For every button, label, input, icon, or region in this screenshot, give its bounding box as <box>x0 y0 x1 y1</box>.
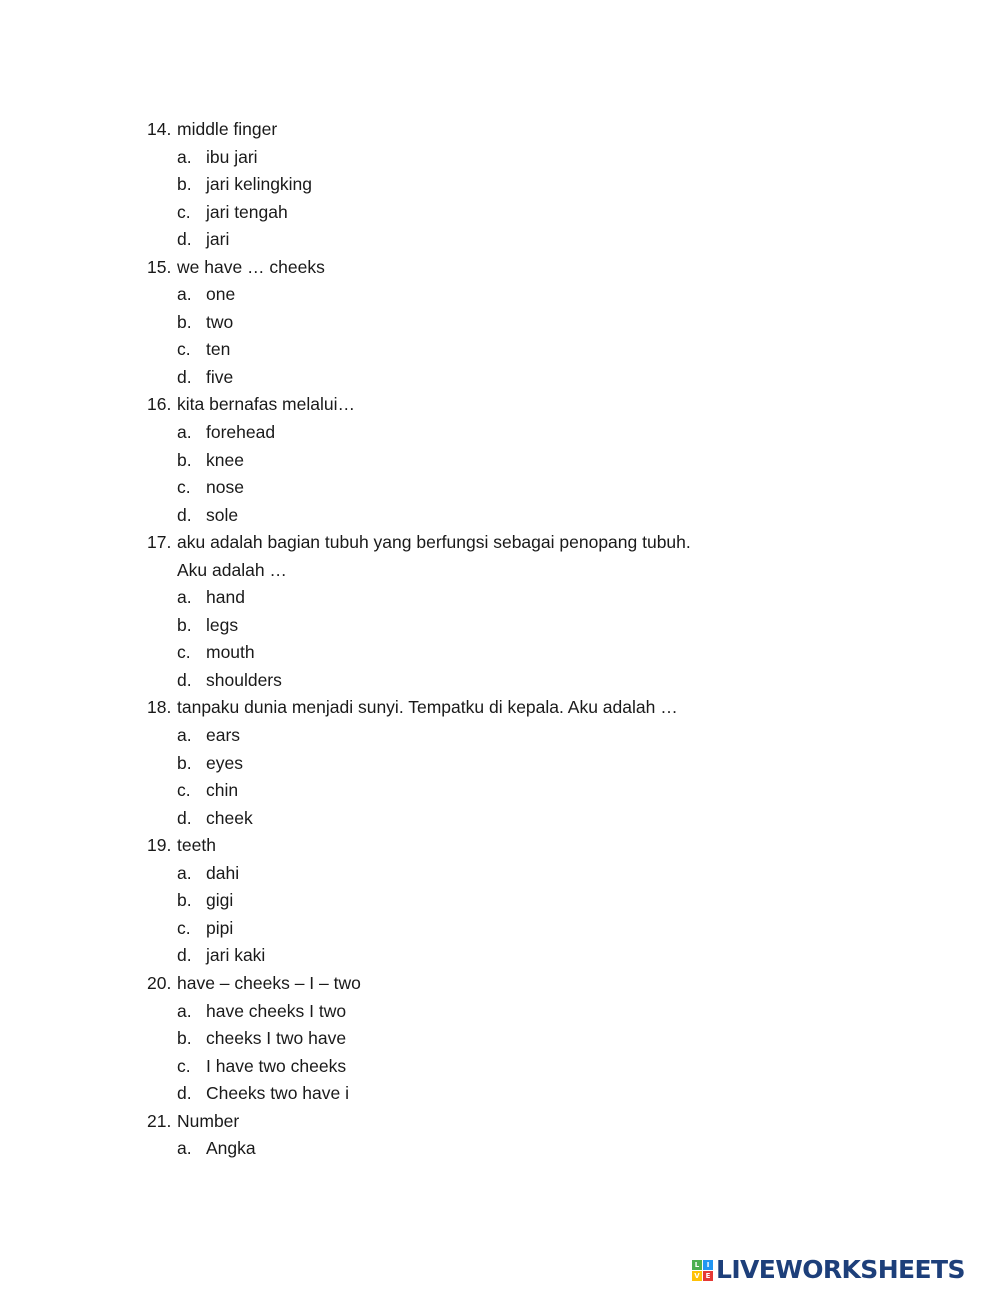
question-number: 17. <box>147 532 172 553</box>
answer-option[interactable] <box>0 171 1000 199</box>
option-letter: c. <box>177 1055 191 1076</box>
answer-option[interactable] <box>0 144 1000 172</box>
question-line <box>0 557 1000 585</box>
option-text: two <box>206 311 234 332</box>
question-text: Number <box>177 1110 240 1131</box>
question-text: kita bernafas melalui… <box>177 394 355 415</box>
answer-option[interactable] <box>0 447 1000 475</box>
option-letter: b. <box>177 174 192 195</box>
option-text: Angka <box>206 1138 256 1159</box>
answer-option[interactable] <box>0 474 1000 502</box>
option-letter: d. <box>177 1083 192 1104</box>
option-text: knee <box>206 449 244 470</box>
answer-option[interactable] <box>0 860 1000 888</box>
answer-option[interactable] <box>0 639 1000 667</box>
option-text: ibu jari <box>206 146 258 167</box>
option-text: legs <box>206 614 239 635</box>
option-letter: b. <box>177 311 192 332</box>
question-20 <box>0 970 1000 1108</box>
option-text: jari <box>206 229 230 250</box>
question-21 <box>0 1108 1000 1163</box>
option-letter: c. <box>177 642 191 663</box>
option-letter: d. <box>177 229 192 250</box>
answer-option[interactable] <box>0 419 1000 447</box>
answer-option[interactable] <box>0 942 1000 970</box>
option-letter: a. <box>177 1000 192 1021</box>
question-number: 16. <box>147 394 172 415</box>
option-letter: d. <box>177 669 192 690</box>
answer-option[interactable] <box>0 667 1000 695</box>
option-text: I have two cheeks <box>206 1055 347 1076</box>
answer-option[interactable] <box>0 998 1000 1026</box>
option-letter: b. <box>177 890 192 911</box>
option-text: jari kelingking <box>206 174 313 195</box>
option-letter: d. <box>177 807 192 828</box>
question-text: Aku adalah … <box>177 559 287 580</box>
question-14 <box>0 116 1000 254</box>
logo-block-v: V <box>692 1271 702 1281</box>
logo-block-i: I <box>703 1260 713 1270</box>
answer-option[interactable] <box>0 915 1000 943</box>
question-line <box>0 694 1000 722</box>
question-number: 18. <box>147 697 172 718</box>
question-17 <box>0 529 1000 694</box>
worksheet-questions <box>0 116 1000 1163</box>
liveworksheets-logo <box>692 1255 965 1285</box>
question-number: 14. <box>147 119 172 139</box>
option-letter: d. <box>177 504 192 525</box>
option-text: cheeks I two have <box>206 1028 347 1049</box>
answer-option[interactable] <box>0 722 1000 750</box>
question-text: teeth <box>177 835 216 856</box>
question-18 <box>0 694 1000 832</box>
answer-option[interactable] <box>0 887 1000 915</box>
question-number: 19. <box>147 835 172 856</box>
option-letter: c. <box>177 201 191 222</box>
answer-option[interactable] <box>0 612 1000 640</box>
option-text: hand <box>206 587 245 608</box>
option-letter: b. <box>177 449 192 470</box>
option-letter: a. <box>177 422 192 443</box>
option-letter: a. <box>177 1138 192 1159</box>
option-text: chin <box>206 780 239 801</box>
option-letter: a. <box>177 862 192 883</box>
question-line <box>0 529 1000 557</box>
option-letter: c. <box>177 780 191 801</box>
answer-option[interactable] <box>0 1135 1000 1163</box>
option-text: forehead <box>206 422 276 443</box>
option-text: Cheeks two have i <box>206 1083 349 1104</box>
option-letter: a. <box>177 284 192 305</box>
option-text: cheek <box>206 807 253 828</box>
option-letter: c. <box>177 339 191 360</box>
option-letter: b. <box>177 752 192 773</box>
answer-option[interactable] <box>0 750 1000 778</box>
option-text: nose <box>206 477 244 498</box>
option-letter: c. <box>177 477 191 498</box>
option-letter: d. <box>177 366 192 387</box>
option-text: one <box>206 284 236 305</box>
question-line <box>0 391 1000 419</box>
option-text: gigi <box>206 890 234 911</box>
question-text: aku adalah bagian tubuh yang berfungsi sebagai penopang tubuh. <box>177 532 691 553</box>
option-text: jari tengah <box>206 201 288 222</box>
answer-option[interactable] <box>0 584 1000 612</box>
option-letter: a. <box>177 146 192 167</box>
option-letter: a. <box>177 725 192 746</box>
option-text: jari kaki <box>206 945 266 966</box>
option-text: pipi <box>206 917 234 938</box>
question-line <box>0 970 1000 998</box>
option-text: have cheeks I two <box>206 1000 347 1021</box>
question-line <box>0 254 1000 282</box>
option-text: eyes <box>206 752 243 773</box>
answer-option[interactable] <box>0 226 1000 254</box>
option-letter: c. <box>177 917 191 938</box>
option-text: dahi <box>206 862 240 883</box>
question-number: 20. <box>147 972 172 993</box>
logo-blocks-icon <box>692 1260 713 1281</box>
answer-option[interactable] <box>0 1080 1000 1108</box>
option-letter: d. <box>177 945 192 966</box>
question-text: tanpaku dunia menjadi sunyi. Tempatku di kepala. Aku adalah … <box>177 697 678 718</box>
question-text: we have … cheeks <box>177 256 325 277</box>
option-letter: b. <box>177 614 192 635</box>
answer-option[interactable] <box>0 281 1000 309</box>
option-text: ten <box>206 339 231 360</box>
option-text: mouth <box>206 642 255 663</box>
answer-option[interactable] <box>0 1053 1000 1081</box>
option-text: sole <box>206 504 239 525</box>
option-letter: b. <box>177 1028 192 1049</box>
question-line <box>0 832 1000 860</box>
question-15 <box>0 254 1000 392</box>
answer-option[interactable] <box>0 336 1000 364</box>
question-text: middle finger <box>177 119 278 139</box>
option-text: ears <box>206 725 241 746</box>
question-number: 21. <box>147 1110 172 1131</box>
question-number: 15. <box>147 256 172 277</box>
question-19 <box>0 832 1000 970</box>
question-line <box>0 116 1000 144</box>
question-text: have – cheeks – I – two <box>177 972 361 993</box>
answer-option[interactable] <box>0 1025 1000 1053</box>
answer-option[interactable] <box>0 364 1000 392</box>
option-text: five <box>206 366 234 387</box>
logo-wordmark: LIVEWORKSHEETS <box>716 1255 965 1284</box>
answer-option[interactable] <box>0 309 1000 337</box>
question-16 <box>0 391 1000 529</box>
answer-option[interactable] <box>0 502 1000 530</box>
answer-option[interactable] <box>0 805 1000 833</box>
option-letter: a. <box>177 587 192 608</box>
question-line <box>0 1108 1000 1136</box>
logo-block-l: L <box>692 1260 702 1270</box>
answer-option[interactable] <box>0 777 1000 805</box>
option-text: shoulders <box>206 669 282 690</box>
answer-option[interactable] <box>0 199 1000 227</box>
logo-block-e: E <box>703 1271 713 1281</box>
